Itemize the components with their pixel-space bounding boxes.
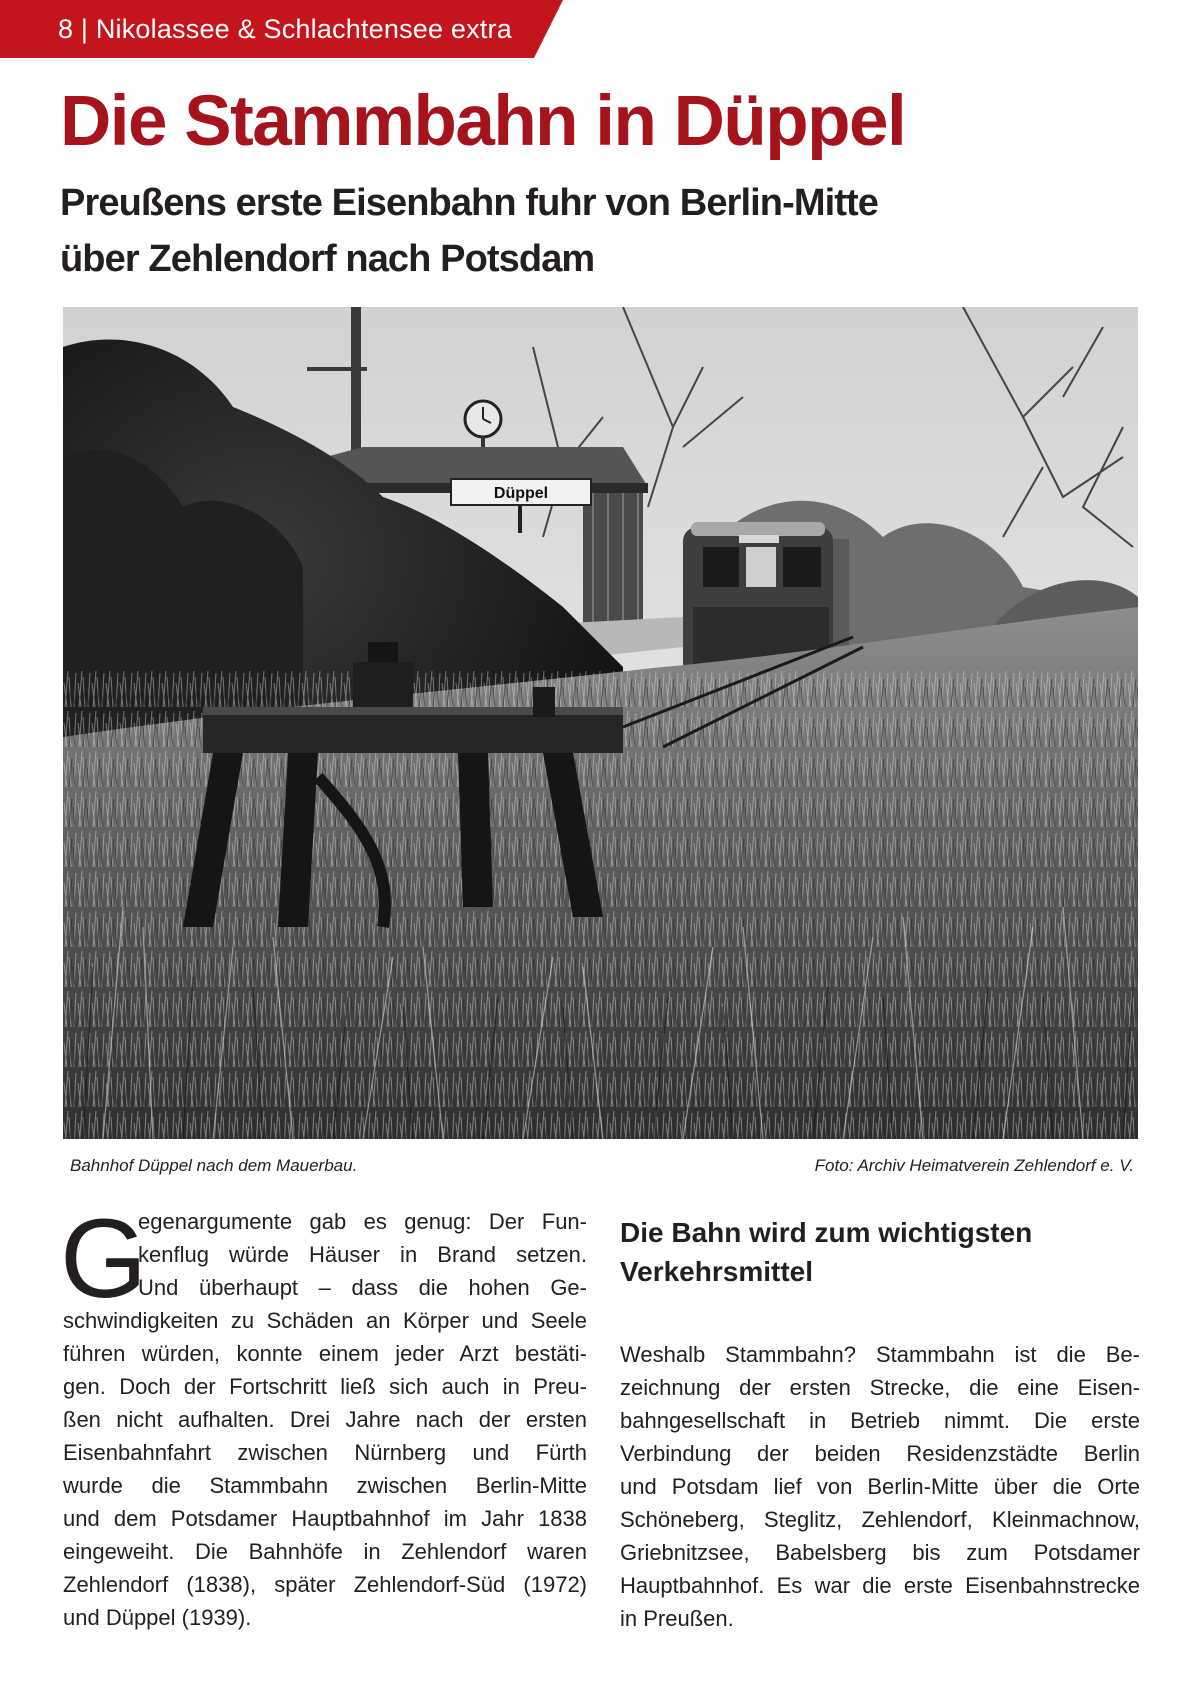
subtitle xyxy=(60,175,1060,287)
body-line: Hauptbahnhof. Es war die erste Eisenbahnstrecke xyxy=(620,1573,1140,1598)
body-line: und Düppel (1939). xyxy=(63,1605,252,1630)
section-heading-line: Die Bahn wird zum wichtigsten xyxy=(620,1217,1033,1248)
left-column xyxy=(60,1196,587,1634)
body-line: gen. Doch der Fortschritt ließ sich auch in Preu- xyxy=(63,1374,587,1399)
body-line: in Preußen. xyxy=(620,1606,734,1631)
station-photo-illustration xyxy=(63,307,1138,1139)
body-line: ßen nicht aufhalten. Drei Jahre nach der ersten xyxy=(63,1407,587,1432)
station-photo xyxy=(63,307,1138,1139)
body-line: schwindigkeiten zu Schäden an Körper und Seele xyxy=(63,1308,587,1333)
drop-cap: G xyxy=(60,1196,148,1321)
body-line: Schöneberg, Steglitz, Zehlendorf, Kleinmachnow, xyxy=(620,1507,1140,1532)
subtitle-line: Preußens erste Eisenbahn fuhr von Berlin-Mitte xyxy=(60,182,878,224)
body-line: Zehlendorf (1838), später Zehlendorf-Süd (1972) xyxy=(63,1572,587,1597)
body-line: Weshalb Stammbahn? Stammbahn ist die Be- xyxy=(620,1342,1140,1367)
body-line: und dem Potsdamer Hauptbahnhof im Jahr 1838 xyxy=(63,1506,587,1531)
photo-caption: Bahnhof Düppel nach dem Mauerbau. xyxy=(70,1156,358,1175)
body-line: Eisenbahnfahrt zwischen Nürnberg und Fürth xyxy=(63,1440,587,1465)
body-line: egenargumente gab es genug: Der Fun- xyxy=(138,1209,587,1234)
body-line: Verbindung der beiden Residenzstädte Berlin xyxy=(620,1441,1140,1466)
body-line: Griebnitzsee, Babelsberg bis zum Potsdamer xyxy=(620,1540,1140,1565)
body-line: bahngesellschaft in Betrieb nimmt. Die erste xyxy=(620,1408,1140,1433)
right-column xyxy=(620,1213,1140,1631)
page-label: 8 | Nikolassee & Schlachtensee extra xyxy=(58,14,512,44)
body-line: führen würden, konnte einem jeder Arzt bestäti- xyxy=(63,1341,587,1366)
body-line: eingeweiht. Die Bahnhöfe in Zehlendorf waren xyxy=(63,1539,587,1564)
body-line: Und überhaupt – dass die hohen Ge- xyxy=(138,1275,587,1300)
body-line: und Potsdam lief von Berlin-Mitte über die Orte xyxy=(620,1474,1140,1499)
photo-credit: Foto: Archiv Heimatverein Zehlendorf e. V. xyxy=(814,1156,1134,1175)
body-line: wurde die Stammbahn zwischen Berlin-Mitte xyxy=(63,1473,587,1498)
body-line: kenflug würde Häuser in Brand setzen. xyxy=(138,1242,587,1267)
section-heading xyxy=(620,1213,1140,1291)
page-header-band xyxy=(0,0,563,58)
section-heading-line: Verkehrsmittel xyxy=(620,1256,813,1287)
body-line: zeichnung der ersten Strecke, die eine Eisen- xyxy=(620,1375,1140,1400)
subtitle-line: über Zehlendorf nach Potsdam xyxy=(60,238,595,280)
station-sign-text: Düppel xyxy=(493,485,549,502)
headline: Die Stammbahn in Düppel xyxy=(60,82,906,161)
right-body xyxy=(620,1338,1140,1635)
